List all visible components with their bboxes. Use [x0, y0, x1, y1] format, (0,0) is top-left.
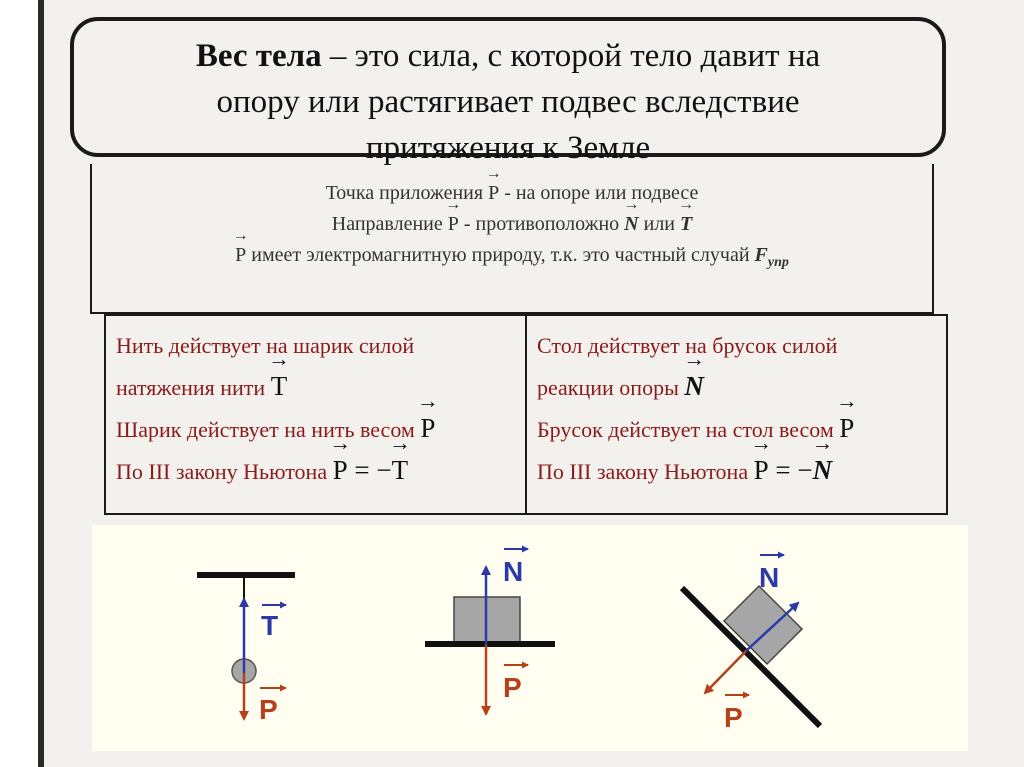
thread-line-3	[116, 408, 515, 450]
vector-n: → N	[684, 366, 704, 406]
vector-p: → P	[839, 408, 854, 448]
diagram-block-incline	[682, 555, 820, 733]
block	[724, 586, 802, 664]
definition-box	[70, 17, 946, 166]
force-elastic	[754, 244, 789, 270]
property-point-text: - на опоре или подвесе	[499, 182, 699, 204]
table-line-2	[537, 366, 936, 408]
vector-p: → P	[420, 408, 435, 448]
definition-term: Вес тела	[195, 38, 322, 74]
equation-p-t	[333, 455, 409, 485]
table-column-table	[525, 316, 946, 513]
weight-arrow	[705, 651, 746, 693]
property-direction-or: или	[638, 213, 680, 235]
label-p: P	[724, 702, 743, 733]
left-margin-stripe	[38, 0, 44, 767]
property-direction-label: Направление	[331, 213, 448, 235]
thread-line-3-text: Шарик действует на нить весом	[116, 417, 421, 442]
thread-line-4	[116, 450, 515, 492]
force-diagrams-svg	[92, 525, 968, 751]
newton-table	[104, 314, 948, 515]
thread-line-4-text: По III закону Ньютона	[116, 459, 333, 484]
property-nature	[92, 240, 932, 278]
diagram-thread-ball	[197, 575, 295, 725]
property-point-label: Точка приложения	[325, 182, 489, 204]
label-p: P	[503, 672, 522, 703]
equation-p-n	[754, 455, 833, 485]
vector-n: → N	[624, 209, 638, 240]
table-line-2-text: реакции опоры	[537, 375, 685, 400]
table-column-thread	[106, 316, 525, 513]
label-n: N	[759, 562, 780, 593]
vector-p: → P	[235, 240, 246, 271]
property-nature-text: имеет электромагнитную природу, т.к. это частный случай	[246, 244, 755, 266]
vector-n: → N	[813, 450, 833, 490]
vector-t: → T	[680, 209, 692, 240]
label-n: N	[503, 556, 524, 587]
definition-line-2: опору или растягивает подвес вследствие	[216, 84, 800, 120]
vector-t: → T	[271, 366, 288, 406]
property-direction	[92, 209, 932, 240]
definition-line-1-text: – это сила, с которой тело давит на	[321, 38, 821, 74]
property-direction-text: - противоположно	[458, 213, 625, 235]
table-line-1: Стол действует на брусок силой	[537, 333, 838, 358]
label-t: T	[261, 610, 279, 641]
thread-line-1: Нить действует на шарик силой	[116, 333, 415, 358]
thread-line-2-text: натяжения нити	[116, 375, 271, 400]
force-diagrams	[92, 525, 968, 751]
left-margin-bar	[0, 0, 44, 767]
table-line-3	[537, 408, 936, 450]
vector-p: → P	[488, 178, 499, 209]
diagram-block-table	[425, 549, 555, 714]
vector-t: → T	[392, 450, 409, 490]
equation-sign: = −	[347, 455, 392, 485]
definition-line-1	[74, 33, 942, 79]
table-line-4-text: По III закону Ньютона	[537, 459, 754, 484]
vector-p: → P	[754, 450, 769, 490]
table-line-3-text: Брусок действует на стол весом	[537, 417, 840, 442]
vector-p: → P	[448, 209, 459, 240]
definition-line-3: притяжения к Земле	[365, 130, 651, 166]
equation-sign: = −	[768, 455, 813, 485]
label-p: P	[259, 694, 278, 725]
properties-box	[90, 164, 934, 314]
thread-line-2	[116, 366, 515, 408]
property-point	[92, 178, 932, 209]
force-symbol: F	[754, 244, 768, 266]
force-subscript: упр	[767, 255, 789, 270]
table-line-4	[537, 450, 936, 492]
vector-p: → P	[333, 450, 348, 490]
